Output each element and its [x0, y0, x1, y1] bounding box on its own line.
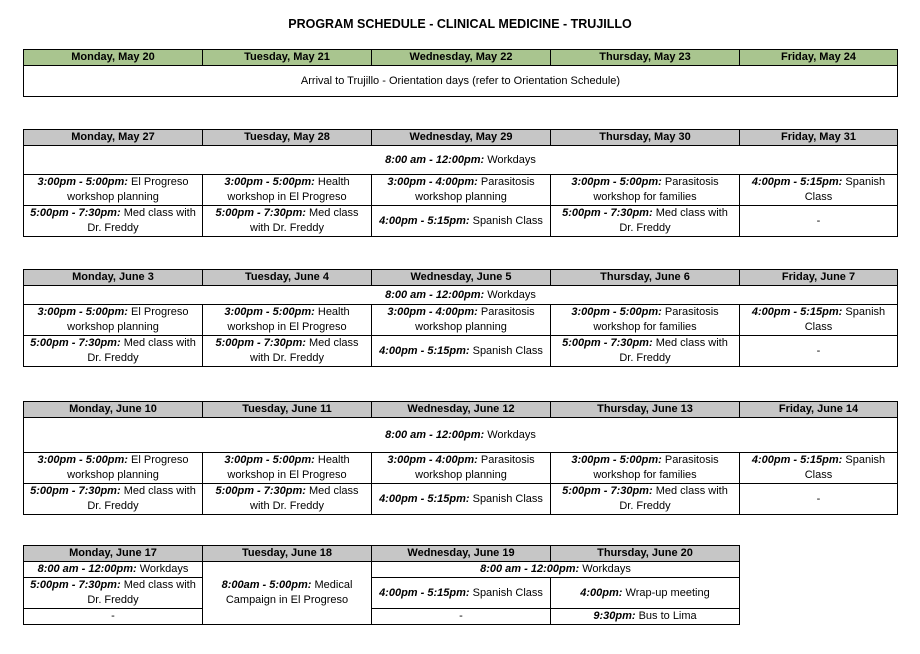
activity-cell: 3:00pm - 5:00pm: Health workshop in El Progreso: [203, 305, 372, 336]
activity-cell: 4:00pm - 5:15pm: Spanish Class: [372, 336, 551, 367]
day-header: Tuesday, June 4: [203, 270, 372, 286]
activity-cell: 3:00pm - 5:00pm: Health workshop in El Progreso: [203, 453, 372, 484]
wrap-up-cell: 4:00pm: Wrap-up meeting: [551, 578, 740, 609]
activity-cell: 5:00pm - 7:30pm: Med class with Dr. Freddy: [24, 336, 203, 367]
week-2-table: [23, 129, 898, 237]
activity-cell: 5:00pm - 7:30pm: Med class with Dr. Freddy: [24, 578, 203, 609]
day-header: Monday, June 3: [24, 270, 203, 286]
day-header: Friday, May 31: [740, 130, 898, 146]
activity-cell: 4:00pm - 5:15pm: Spanish Class: [740, 305, 898, 336]
day-header: Friday, May 24: [740, 50, 898, 66]
workdays-cell: 8:00 am - 12:00pm: Workdays: [372, 562, 740, 578]
day-header: Thursday, May 30: [551, 130, 740, 146]
day-header: Wednesday, June 5: [372, 270, 551, 286]
activity-cell: 5:00pm - 7:30pm: Med class with Dr. Freddy: [203, 484, 372, 515]
activity-cell: 3:00pm - 5:00pm: El Progreso workshop planning: [24, 305, 203, 336]
orientation-note: Arrival to Trujillo - Orientation days (refer to Orientation Schedule): [24, 66, 898, 97]
activity-cell: 3:00pm - 5:00pm: El Progreso workshop planning: [24, 175, 203, 206]
week-1-table: [23, 49, 898, 97]
activity-cell: 3:00pm - 4:00pm: Parasitosis workshop planning: [372, 453, 551, 484]
activity-cell: 5:00pm - 7:30pm: Med class with Dr. Freddy: [551, 484, 740, 515]
day-header: Wednesday, June 19: [372, 546, 551, 562]
empty-cell: -: [740, 484, 898, 515]
week-4-table: [23, 401, 898, 515]
page-title: PROGRAM SCHEDULE - CLINICAL MEDICINE - TRUJILLO: [288, 17, 632, 31]
day-header: Wednesday, May 22: [372, 50, 551, 66]
activity-cell: 3:00pm - 4:00pm: Parasitosis workshop planning: [372, 305, 551, 336]
activity-cell: 3:00pm - 5:00pm: Parasitosis workshop for families: [551, 175, 740, 206]
day-header: Thursday, June 13: [551, 402, 740, 418]
day-header: Thursday, June 20: [551, 546, 740, 562]
activity-cell: 5:00pm - 7:30pm: Med class with Dr. Freddy: [203, 206, 372, 237]
bus-cell: 9:30pm: Bus to Lima: [551, 609, 740, 625]
activity-cell: 5:00pm - 7:30pm: Med class with Dr. Freddy: [24, 484, 203, 515]
activity-cell: 3:00pm - 5:00pm: Parasitosis workshop for families: [551, 305, 740, 336]
day-header: Monday, May 27: [24, 130, 203, 146]
activity-cell: 3:00pm - 5:00pm: Health workshop in El Progreso: [203, 175, 372, 206]
activity-cell: 4:00pm - 5:15pm: Spanish Class: [372, 206, 551, 237]
day-header: Tuesday, June 11: [203, 402, 372, 418]
time-label: 8:00 am - 12:00pm:: [385, 153, 485, 166]
day-header: Thursday, May 23: [551, 50, 740, 66]
day-header: Wednesday, June 12: [372, 402, 551, 418]
day-header: Tuesday, May 21: [203, 50, 372, 66]
workdays-row: 8:00 am - 12:00pm: Workdays: [24, 418, 898, 453]
activity-cell: 3:00pm - 5:00pm: Parasitosis workshop for families: [551, 453, 740, 484]
activity-cell: 3:00pm - 5:00pm: El Progreso workshop planning: [24, 453, 203, 484]
day-header: Monday, June 10: [24, 402, 203, 418]
activity-cell: 5:00pm - 7:30pm: Med class with Dr. Freddy: [551, 206, 740, 237]
empty-cell: -: [24, 609, 203, 625]
empty-cell: -: [740, 336, 898, 367]
activity-cell: 5:00pm - 7:30pm: Med class with Dr. Freddy: [551, 336, 740, 367]
workdays-row: 8:00 am - 12:00pm: Workdays: [24, 286, 898, 305]
activity-cell: 4:00pm - 5:15pm: Spanish Class: [372, 578, 551, 609]
day-header: Monday, May 20: [24, 50, 203, 66]
day-header: Friday, June 14: [740, 402, 898, 418]
activity-cell: 4:00pm - 5:15pm: Spanish Class: [740, 175, 898, 206]
empty-cell: -: [740, 206, 898, 237]
activity-text: Workdays: [484, 153, 536, 166]
activity-cell: 5:00pm - 7:30pm: Med class with Dr. Freddy: [203, 336, 372, 367]
week-3-table: [23, 269, 898, 367]
activity-cell: 3:00pm - 4:00pm: Parasitosis workshop planning: [372, 175, 551, 206]
day-header: Tuesday, May 28: [203, 130, 372, 146]
day-header: Wednesday, May 29: [372, 130, 551, 146]
workdays-cell: 8:00 am - 12:00pm: Workdays: [24, 562, 203, 578]
medical-campaign-cell: 8:00am - 5:00pm: Medical Campaign in El Progreso: [203, 562, 372, 625]
empty-cell: -: [372, 609, 551, 625]
activity-cell: 5:00pm - 7:30pm: Med class with Dr. Freddy: [24, 206, 203, 237]
activity-cell: 4:00pm - 5:15pm: Spanish Class: [372, 484, 551, 515]
day-header: Friday, June 7: [740, 270, 898, 286]
workdays-row: [24, 146, 898, 175]
week-5-table: [23, 545, 740, 625]
day-header: Monday, June 17: [24, 546, 203, 562]
activity-cell: 4:00pm - 5:15pm: Spanish Class: [740, 453, 898, 484]
day-header: Tuesday, June 18: [203, 546, 372, 562]
day-header: Thursday, June 6: [551, 270, 740, 286]
